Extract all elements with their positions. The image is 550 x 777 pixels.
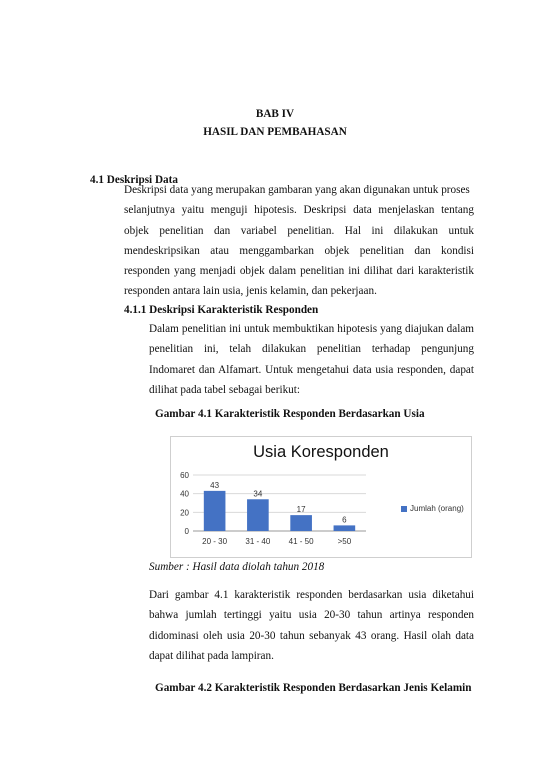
figure-4-1-source: Sumber : Hasil data diolah tahun 2018 [149, 561, 325, 573]
data-label: 6 [342, 515, 347, 525]
analysis-body [149, 585, 474, 666]
paragraph-line: Deskripsi data yang merupakan gambaran yang akan digunakan untuk proses [124, 184, 470, 196]
data-label: 43 [210, 480, 220, 490]
paragraph-line: bahwa jumlah tertinggi yaitu usia 20-30 tahun artinya responden [149, 609, 474, 622]
bar [334, 525, 356, 531]
paragraph-line: Dalam penelitian ini untuk membuktikan hipotesis yang diajukan dalam [149, 323, 474, 335]
paragraph-line: didominasi oleh usia 20-30 tahun sebanyak 43 orang. Hasil olah data [149, 629, 474, 642]
data-label: 17 [296, 505, 306, 515]
section-4-1-1-title: 4.1.1 Deskripsi Karakteristik Responden [124, 304, 319, 316]
section-4-1-title: 4.1 Deskripsi Data [90, 174, 178, 186]
chart-plot [171, 437, 471, 557]
paragraph-line: Indomaret dan Alfamart. Untuk mengetahui data usia responden, dapat [149, 363, 474, 376]
chart-legend [401, 504, 464, 513]
x-tick-label: 31 - 40 [245, 537, 271, 546]
paragraph-line: objek penelitian dan variabel penelitian. Hal ini dilakukan untuk [124, 224, 474, 237]
paragraph-line: responden yang menjadi objek dalam penelitian ini dilihat dari karakteristik [124, 265, 474, 278]
bar [204, 491, 226, 531]
section-4-1-1-body [149, 319, 474, 400]
y-tick-label: 20 [180, 508, 189, 518]
chart-title: Usia Koresponden [253, 443, 389, 461]
figure-4-1-caption: Gambar 4.1 Karakteristik Responden Berdasarkan Usia [155, 408, 425, 420]
legend-swatch [401, 506, 407, 512]
paragraph-line: penelitian ini, telah dilakukan penelitian terhadap pengunjung [149, 343, 474, 356]
bar [247, 499, 269, 531]
data-label: 34 [253, 489, 263, 499]
figure-4-2-caption: Gambar 4.2 Karakteristik Responden Berdasarkan Jenis Kelamin [155, 682, 472, 694]
y-tick-label: 60 [180, 471, 189, 480]
age-bar-chart [170, 436, 472, 558]
x-tick-label: >50 [337, 537, 352, 546]
y-tick-label: 0 [184, 527, 189, 536]
paragraph-line: selanjutnya yaitu menguji hipotesis. Deskripsi data menjelaskan tentang [124, 204, 474, 217]
paragraph-line: responden antara lain usia, jenis kelamin, dan pekerjaan. [124, 285, 377, 298]
x-tick-label: 41 - 50 [288, 537, 314, 546]
chapter-title: HASIL DAN PEMBAHASAN [203, 126, 347, 138]
x-tick-label: 20 - 30 [202, 537, 228, 546]
chapter-number: BAB IV [255, 108, 295, 120]
section-4-1-body [124, 180, 474, 302]
paragraph-line: Dari gambar 4.1 karakteristik responden berdasarkan usia diketahui [149, 589, 474, 601]
paragraph-line: mendeskripsikan atau menggambarkan objek penelitian dan kondisi [124, 244, 474, 257]
y-tick-label: 40 [180, 489, 189, 499]
legend-label: Jumlah (orang) [410, 504, 464, 513]
paragraph-line: dapat dilihat pada lampiran. [149, 649, 274, 662]
bar [290, 515, 312, 531]
paragraph-line: dilihat pada tabel sebagai berikut: [149, 383, 300, 396]
